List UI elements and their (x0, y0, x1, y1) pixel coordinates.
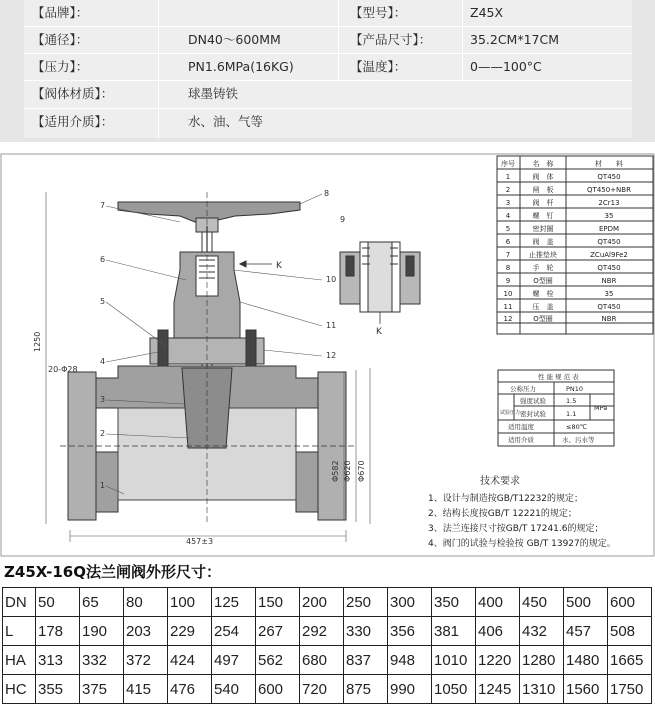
perf-label: 密封试验 (520, 410, 546, 418)
spec-row-medium (24, 109, 632, 135)
table-cell: 229 (168, 617, 212, 646)
perf-label: 试验压力 (500, 410, 521, 416)
table-cell: 254 (212, 617, 256, 646)
spec-key: 【产品尺寸】： (350, 32, 432, 47)
spec-key: 【温度】： (350, 59, 407, 74)
leader-number: 8 (324, 189, 330, 198)
table-cell: 381 (432, 617, 476, 646)
table-row (3, 646, 652, 675)
table-cell: 837 (344, 646, 388, 675)
spec-value: DN40～600MM (188, 32, 281, 47)
table-cell: 292 (300, 617, 344, 646)
parts-header: 名 称 (532, 160, 554, 168)
spec-row-material (24, 81, 632, 107)
leader-number: 4 (100, 357, 106, 366)
table-cell: 350 (432, 588, 476, 617)
table-cell: 990 (388, 675, 432, 704)
perf-label: 强度试验 (520, 397, 546, 405)
table-cell: 406 (476, 617, 520, 646)
part-number: 5 (505, 225, 511, 233)
detail-section-label: K (376, 327, 382, 337)
table-cell: 457 (564, 617, 608, 646)
spec-value: 水、油、气等 (188, 114, 264, 129)
detail-k-view (340, 242, 420, 337)
part-name: O型圈 (533, 277, 553, 285)
spec-row-size (24, 27, 632, 53)
table-cell: 355 (36, 675, 80, 704)
spec-value: 0——100°C (470, 59, 542, 74)
table-cell: 330 (344, 617, 388, 646)
table-cell: 432 (520, 617, 564, 646)
part-material: QT450 (597, 238, 621, 246)
leader-number: 5 (100, 297, 106, 306)
part-material: 35 (604, 212, 614, 220)
table-cell: 948 (388, 646, 432, 675)
spec-key: 【通径】： (32, 32, 89, 47)
table-cell: 332 (80, 646, 124, 675)
part-number: 4 (505, 212, 511, 220)
row-label: HA (3, 646, 36, 675)
dim-d2: Φ620 (343, 460, 352, 482)
dimension-table (2, 587, 652, 704)
part-material: QT450 (597, 303, 621, 311)
table-cell: 1480 (564, 646, 608, 675)
table-cell: 190 (80, 617, 124, 646)
table-row (3, 675, 652, 704)
table-cell: 875 (344, 675, 388, 704)
spec-key: 【压力】： (32, 59, 89, 74)
table-cell: 562 (256, 646, 300, 675)
table-cell: 1310 (520, 675, 564, 704)
table-cell: 267 (256, 617, 300, 646)
spec-key: 【品牌】： (32, 5, 89, 20)
tech-item: 2、结构长度按GB/T 12221的规定； (428, 509, 577, 519)
table-cell: 125 (212, 588, 256, 617)
part-name: 密封圈 (532, 225, 554, 233)
row-label: DN (3, 588, 36, 617)
part-number: 8 (505, 264, 511, 272)
table-cell: 1280 (520, 646, 564, 675)
dim-length: 457±3 (186, 537, 214, 546)
part-number: 7 (505, 251, 511, 259)
table-cell: 150 (256, 588, 300, 617)
leader-number: 6 (100, 255, 106, 264)
table-cell: 300 (388, 588, 432, 617)
table-cell: 1750 (608, 675, 652, 704)
section-label: K (276, 261, 282, 271)
table-cell: 178 (36, 617, 80, 646)
spec-row-brand (24, 0, 632, 26)
tech-item: 3、法兰连接尺寸按GB/T 17241.6的规定； (428, 524, 604, 534)
table-cell: 500 (564, 588, 608, 617)
part-material: QT450+NBR (587, 186, 631, 194)
part-number: 6 (505, 238, 511, 246)
tech-item: 1、设计与制造按GB/T12232的规定； (428, 494, 584, 504)
table-cell: 80 (124, 588, 168, 617)
valve-drawing (0, 152, 655, 558)
dim-d3: Φ670 (357, 460, 366, 482)
part-material: NBR (601, 277, 617, 285)
tech-requirements (428, 474, 616, 549)
part-number: 3 (505, 199, 511, 207)
table-cell: 600 (256, 675, 300, 704)
perf-value: 1.1 (566, 410, 577, 418)
part-name: 阀 盖 (532, 238, 554, 246)
part-material: 2Cr13 (598, 199, 620, 207)
table-cell: 100 (168, 588, 212, 617)
section-arrow-head (240, 261, 246, 267)
table-cell: 1050 (432, 675, 476, 704)
table-cell: 424 (168, 646, 212, 675)
table-cell: 356 (388, 617, 432, 646)
parts-table (497, 156, 653, 334)
spec-key: 【适用介质】： (32, 114, 114, 129)
dim-height: 1250 (33, 331, 42, 352)
table-cell: 400 (476, 588, 520, 617)
tech-title: 技术要求 (480, 476, 520, 487)
part-number: 9 (505, 277, 511, 285)
perf-value: ≤80℃ (566, 423, 588, 431)
dim-holes: 20-Φ28 (48, 365, 78, 374)
perf-value: PN10 (566, 385, 584, 393)
leader-number: 7 (100, 201, 106, 210)
part-number: 10 (503, 290, 513, 298)
part-name: 阀 体 (532, 173, 554, 181)
detail-stem (368, 242, 392, 312)
part-number: 1 (505, 173, 511, 181)
part-number: 2 (505, 186, 511, 194)
spec-value: 35.2CM*17CM (470, 32, 560, 47)
leader-number: 2 (100, 429, 106, 438)
table-cell: 1220 (476, 646, 520, 675)
table-cell: 450 (520, 588, 564, 617)
table-cell: 375 (80, 675, 124, 704)
tech-item: 4、阀门的试验与检验按 GB/T 13927的规定。 (428, 539, 616, 549)
spec-key: 【阀体材质】： (32, 86, 114, 101)
dim-d1: Φ582 (331, 460, 340, 482)
spec-value: 球墨铸铁 (188, 86, 239, 101)
leader-number: 1 (100, 481, 106, 490)
table-cell: 600 (608, 588, 652, 617)
spec-value: PN1.6MPa(16KG) (188, 59, 294, 74)
parts-header: 序号 (501, 160, 515, 168)
part-name: 手 轮 (532, 264, 554, 272)
table-row (3, 588, 652, 617)
spec-row-pressure (24, 54, 632, 80)
detail-bolt (406, 256, 414, 276)
part-number: 11 (503, 303, 513, 311)
perf-label: 公称压力 (510, 385, 536, 393)
part-name: 螺 栓 (532, 290, 554, 298)
table-cell: 1665 (608, 646, 652, 675)
table-cell: 476 (168, 675, 212, 704)
part-material: NBR (601, 315, 617, 323)
table-cell: 1010 (432, 646, 476, 675)
table-cell: 250 (344, 588, 388, 617)
parts-header: 材 料 (595, 160, 623, 168)
perf-value: 1.5 (566, 397, 577, 405)
spec-panel (0, 0, 655, 142)
table-row (3, 617, 652, 646)
part-material: QT450 (597, 264, 621, 272)
part-name: 螺 钉 (532, 212, 554, 220)
table-cell: 415 (124, 675, 168, 704)
table-cell: 313 (36, 646, 80, 675)
spec-value: Z45X (470, 5, 504, 20)
part-name: 止推垫块 (529, 251, 557, 259)
leader-number: 3 (100, 395, 106, 404)
table-cell: 1245 (476, 675, 520, 704)
performance-table (498, 370, 614, 446)
table-cell: 497 (212, 646, 256, 675)
part-name: O型圈 (533, 315, 553, 323)
perf-label: 适用温度 (508, 423, 534, 431)
part-name: 压 盖 (532, 303, 554, 311)
dimension-title: Z45X-16Q法兰闸阀外形尺寸： (4, 563, 221, 581)
perf-unit: MPa (594, 404, 608, 412)
table-cell: 200 (300, 588, 344, 617)
table-cell: 65 (80, 588, 124, 617)
perf-title: 性 能 规 范 表 (538, 373, 579, 381)
row-label: L (3, 617, 36, 646)
row-label: HC (3, 675, 36, 704)
leader-number: 9 (340, 215, 346, 224)
table-cell: 540 (212, 675, 256, 704)
part-name: 闸 板 (532, 186, 554, 194)
table-cell: 203 (124, 617, 168, 646)
spec-key: 【型号】： (350, 5, 407, 20)
valve-drawing-svg (0, 152, 655, 558)
table-cell: 680 (300, 646, 344, 675)
perf-label: 适用介质 (508, 436, 534, 444)
table-cell: 508 (608, 617, 652, 646)
table-cell: 50 (36, 588, 80, 617)
leader-number: 12 (326, 351, 337, 360)
part-name: 阀 杆 (532, 199, 554, 207)
table-cell: 720 (300, 675, 344, 704)
leader-number: 10 (326, 275, 337, 284)
part-number: 12 (503, 315, 513, 323)
leader-number: 11 (326, 321, 337, 330)
table-cell: 372 (124, 646, 168, 675)
perf-value: 水、污水等 (562, 436, 595, 444)
part-material: QT450 (597, 173, 621, 181)
table-cell: 1560 (564, 675, 608, 704)
part-material: ZCuAl9Fe2 (590, 251, 628, 259)
part-material: EPDM (598, 225, 620, 233)
part-material: 35 (604, 290, 614, 298)
detail-bolt (346, 256, 354, 276)
